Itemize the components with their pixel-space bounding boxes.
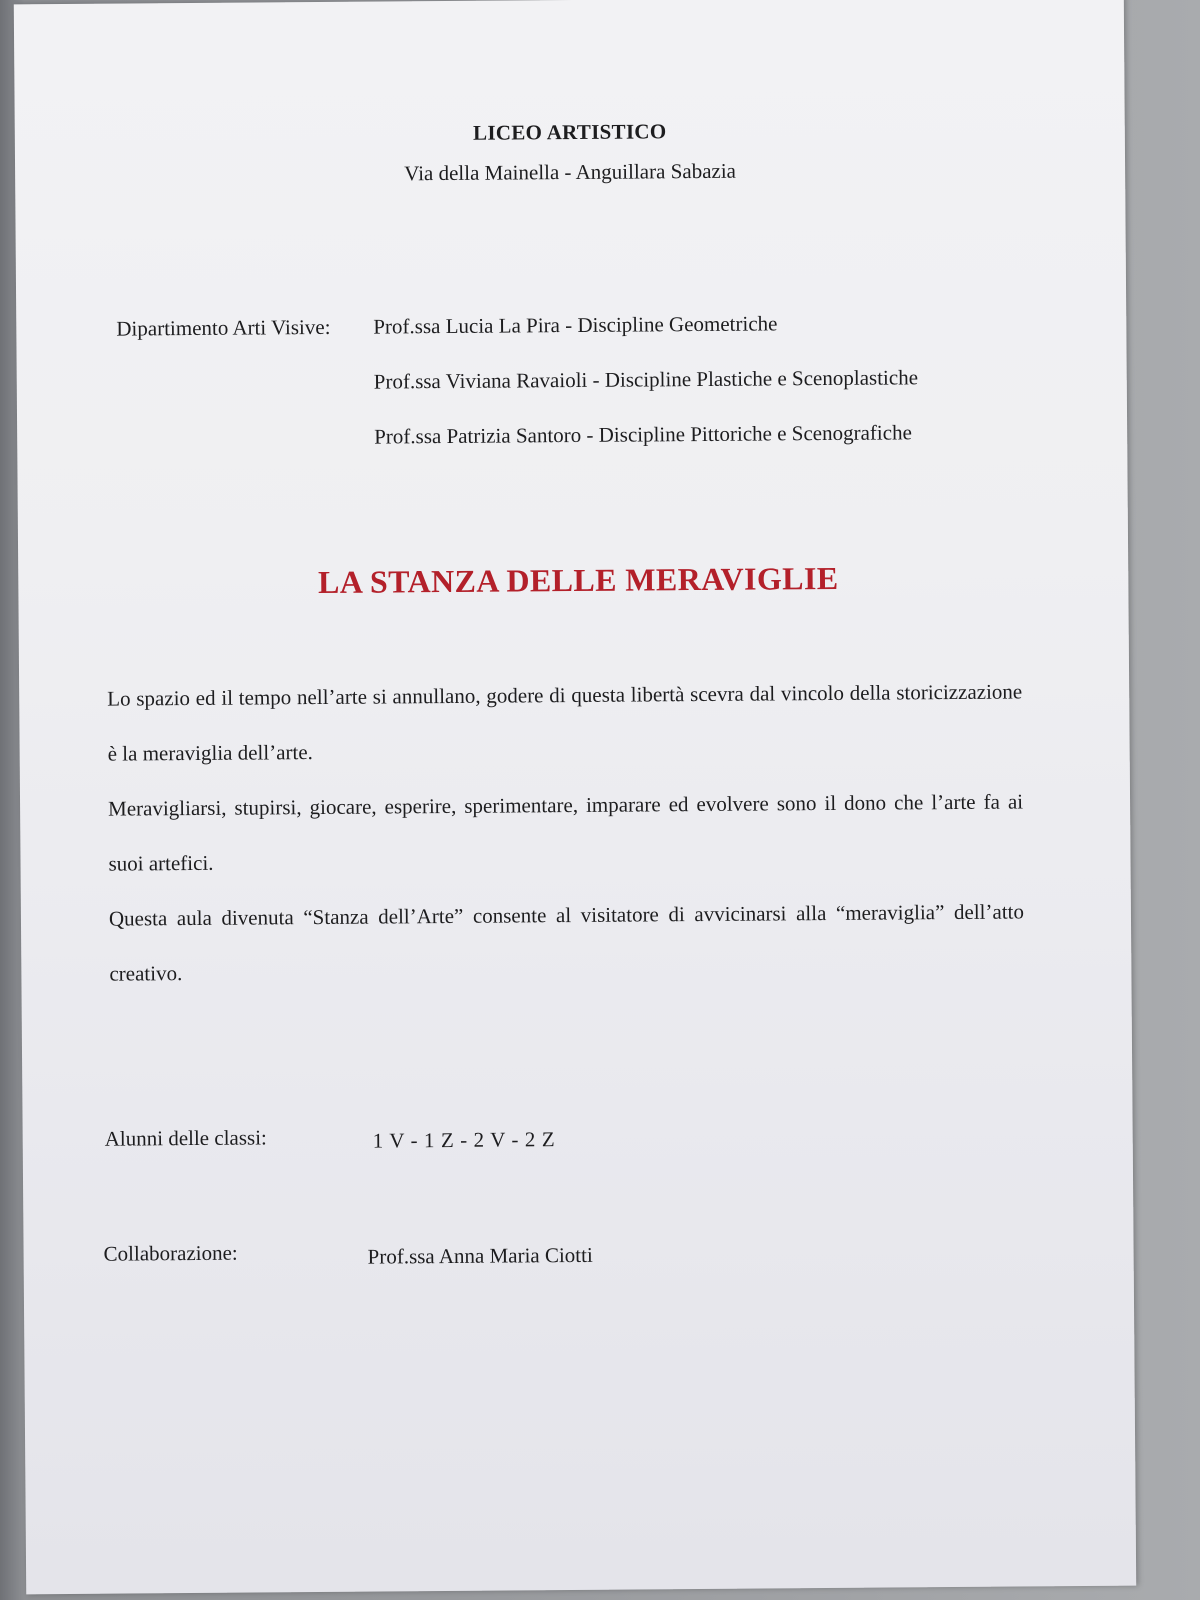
students-classes: 1 V - 1 Z - 2 V - 2 Z xyxy=(372,1127,556,1153)
department-label: Dipartimento Arti Visive: xyxy=(116,314,331,341)
teacher-line: Prof.ssa Patrizia Santoro - Discipline Pittoriche e Scenografiche xyxy=(374,420,912,449)
document-title: LA STANZA DELLE MERAVIGLIE xyxy=(317,559,839,601)
teacher-line: Prof.ssa Viviana Ravaioli - Discipline Plastiche e Scenoplastiche xyxy=(373,365,919,394)
body-paragraph: Questa aula divenuta “Stanza dell’Arte” consente al visitatore di avvicinarsi alla “meraviglia” dell’atto creativo. xyxy=(108,899,1025,986)
students-label: Alunni delle classi: xyxy=(104,1125,267,1151)
school-name: LICEO ARTISTICO xyxy=(472,119,667,145)
school-address: Via della Mainella - Anguillara Sabazia xyxy=(404,158,737,186)
collaboration-label: Collaborazione: xyxy=(103,1240,238,1266)
body-paragraph: Meravigliarsi, stupirsi, giocare, esperire, sperimentare, imparare ed evolvere sono il dono che l’arte fa ai suoi artefici. xyxy=(107,789,1024,876)
teacher-line: Prof.ssa Lucia La Pira - Discipline Geometriche xyxy=(373,311,778,339)
body-paragraph: Lo spazio ed il tempo nell’arte si annullano, godere di questa libertà scevra dal vincolo della storicizzazione è la meraviglia dell’arte. xyxy=(107,679,1023,766)
collaboration-value: Prof.ssa Anna Maria Ciotti xyxy=(367,1242,593,1269)
document-sheet xyxy=(14,0,1136,1594)
body-text xyxy=(107,664,1025,1001)
